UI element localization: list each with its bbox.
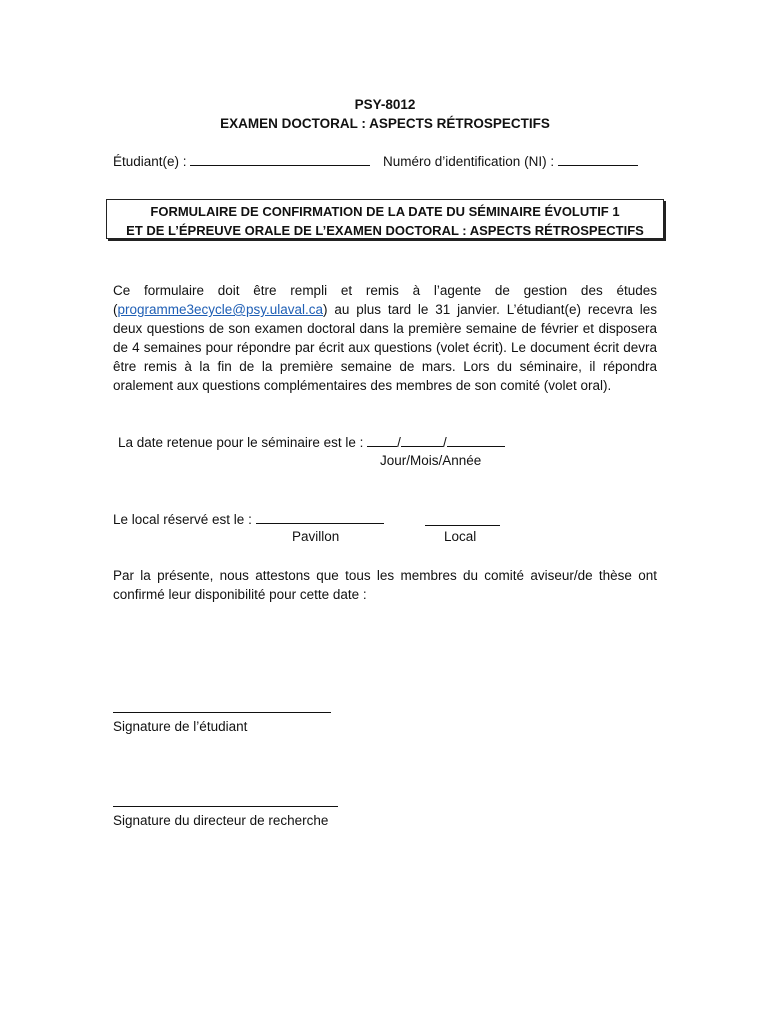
room-label: Le local réservé est le :: [113, 512, 252, 527]
form-title-line2: ET DE L’ÉPREUVE ORALE DE L’EXAMEN DOCTORAL : ASPECTS RÉTROSPECTIFS: [126, 223, 644, 238]
pavilion-blank[interactable]: [256, 509, 384, 524]
form-title-line1: FORMULAIRE DE CONFIRMATION DE LA DATE DU SÉMINAIRE ÉVOLUTIF 1: [150, 204, 620, 219]
date-separator-1: /: [397, 435, 401, 450]
day-blank[interactable]: [367, 432, 397, 447]
room-field: [113, 509, 384, 529]
year-blank[interactable]: [447, 432, 505, 447]
month-blank[interactable]: [401, 432, 443, 447]
course-code: PSY-8012: [354, 97, 416, 112]
room-caption: Local: [444, 529, 477, 544]
student-signature-label: Signature de l’étudiant: [113, 719, 248, 734]
pavilion-caption: Pavillon: [292, 529, 340, 544]
student-signature-line[interactable]: [113, 712, 331, 713]
attestation-paragraph: Par la présente, nous attestons que tous les membres du comité aviseur/de thèse ont confirmé leur disponibilité pour cette date :: [113, 568, 657, 602]
date-label: La date retenue pour le séminaire est le :: [118, 435, 364, 450]
intro-text-end: ) au plus tard le 31 janvier. L’étudiant(e) recevra les deux questions de son examen doctoral dans la première semaine de février et disposera de 4 semaines pour répondre par écrit aux questions (volet écrit). Le document écrit devra être remis à la fin de la première semaine de mars. Lors du séminaire, il répondra oralement aux questions complémentaires des membres de son comité (volet oral).: [113, 302, 657, 393]
email-link[interactable]: programme3ecycle@psy.ulaval.ca: [117, 302, 324, 317]
room-number-blank[interactable]: [425, 511, 500, 526]
form-title-box: [106, 199, 664, 239]
student-field: [113, 151, 370, 171]
intro-paragraph: [113, 281, 657, 395]
ni-blank[interactable]: [558, 151, 638, 166]
student-name-blank[interactable]: [190, 151, 370, 166]
exam-title: EXAMEN DOCTORAL : ASPECTS RÉTROSPECTIFS: [220, 116, 550, 131]
date-field: [118, 432, 505, 452]
director-signature-label: Signature du directeur de recherche: [113, 813, 329, 828]
ni-field: [383, 151, 638, 171]
student-label: Étudiant(e) :: [113, 154, 187, 169]
date-separator-2: /: [442, 435, 447, 450]
director-signature-line[interactable]: [113, 806, 338, 807]
ni-label: Numéro d’identification (NI) :: [383, 154, 555, 169]
intro-text-start: Ce formulaire doit être rempli et remis à l’agente de gestion des études (: [113, 283, 657, 317]
date-caption: Jour/Mois/Année: [380, 453, 482, 468]
